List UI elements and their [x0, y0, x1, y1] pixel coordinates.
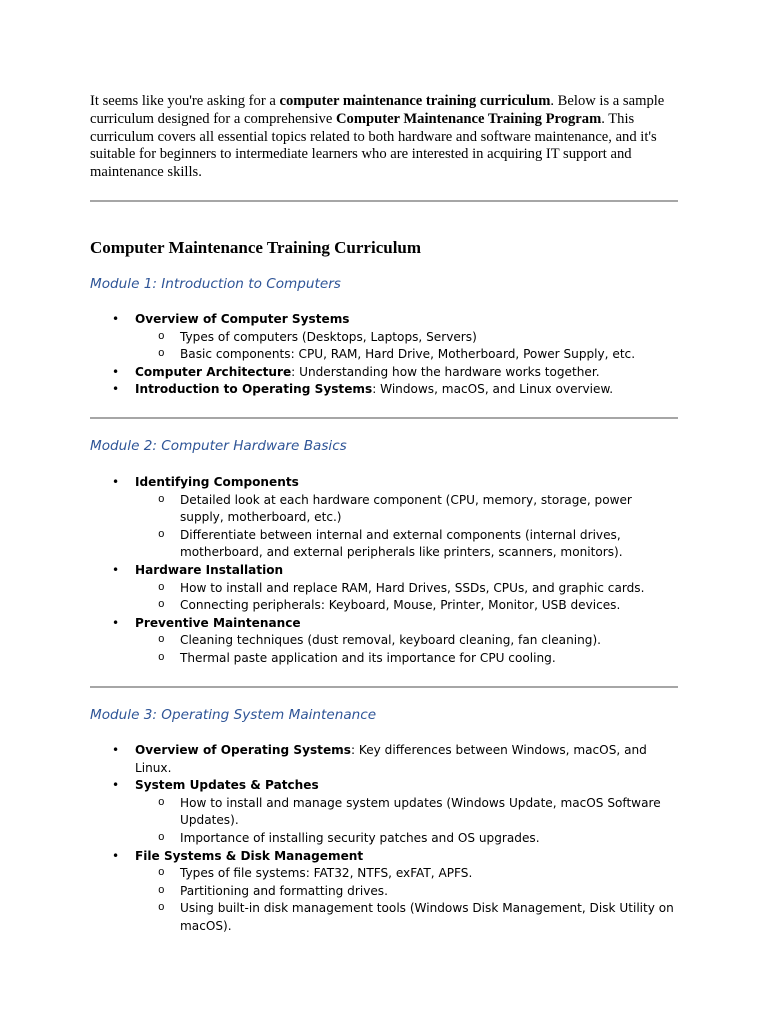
- intro-bold-1: computer maintenance training curriculum: [279, 93, 551, 109]
- intro-bold-2: Computer Maintenance Training Program: [335, 110, 602, 127]
- sub-list-item: o Detailed look at each hardware component (CPU, memory, storage, power supply, motherboard, etc.): [135, 492, 678, 527]
- sub-list-item: o How to install and manage system updates (Windows Update, macOS Software Updates).: [135, 795, 678, 830]
- list-item: [90, 381, 678, 399]
- item-label: Overview of Operating Systems: [135, 743, 351, 757]
- item-label: Overview of Computer Systems: [135, 312, 350, 326]
- item-text: : Key differences between Windows, macOS, and Linux.: [135, 743, 647, 775]
- page-title: Computer Maintenance Training Curriculum: [90, 238, 422, 257]
- sub-list: [135, 632, 678, 667]
- module-2-title: Module 2: Computer Hardware Basics: [90, 438, 347, 454]
- intro-text-3: . This curriculum covers all essential topics related to both hardware and software maintenance, and it's suitable for beginners to intermediate learners who are interested in acquiring IT support and maintenance skills.: [90, 110, 657, 181]
- item-label: File Systems & Disk Management: [135, 848, 364, 863]
- sub-list-item: o Basic components: CPU, RAM, Hard Drive, Motherboard, Power Supply, etc.: [135, 346, 678, 364]
- item-label: System Updates & Patches: [135, 778, 319, 793]
- item-label: Hardware Installation: [135, 562, 284, 577]
- sub-list: [135, 580, 678, 615]
- list-item: [90, 364, 678, 382]
- sub-list-item: o Types of computers (Desktops, Laptops, Servers): [135, 329, 678, 347]
- item-label: Identifying Components: [135, 475, 299, 489]
- sub-list: [135, 329, 678, 364]
- sub-list-item: o Differentiate between internal and external components (internal drives, motherboard, and external peripherals like printers, scanners, monitors).: [135, 527, 678, 562]
- divider: [90, 200, 678, 202]
- divider: [90, 417, 678, 419]
- module-3-list: [90, 742, 678, 936]
- module-2-list: [90, 474, 678, 668]
- sub-list-item: o Partitioning and formatting drives.: [135, 883, 678, 901]
- sub-list: [135, 795, 678, 848]
- list-item: [90, 562, 678, 615]
- item-label: Computer Architecture: [135, 364, 292, 379]
- intro-paragraph: [90, 93, 678, 182]
- sub-list-item: o Cleaning techniques (dust removal, keyboard cleaning, fan cleaning).: [135, 632, 678, 650]
- intro-text-1: It seems like you're asking for a: [90, 93, 280, 109]
- list-item: [90, 848, 678, 936]
- sub-list-item: o Types of file systems: FAT32, NTFS, exFAT, APFS.: [135, 865, 678, 883]
- list-item: [90, 777, 678, 847]
- module-3-title: Module 3: Operating System Maintenance: [90, 707, 377, 723]
- divider: [90, 686, 678, 688]
- list-item: [90, 474, 678, 562]
- module-1-list: [90, 311, 678, 399]
- sub-list-item: o How to install and replace RAM, Hard Drives, SSDs, CPUs, and graphic cards.: [135, 580, 678, 598]
- sub-list-item: o Importance of installing security patches and OS upgrades.: [135, 830, 678, 848]
- list-item: [90, 615, 678, 668]
- sub-list-item: o Thermal paste application and its importance for CPU cooling.: [135, 650, 678, 668]
- module-1-title: Module 1: Introduction to Computers: [90, 276, 341, 292]
- list-item: [90, 742, 678, 777]
- item-text: : Windows, macOS, and Linux overview.: [372, 382, 614, 397]
- item-label: Introduction to Operating Systems: [135, 382, 373, 397]
- sub-list: [135, 865, 678, 935]
- item-text: : Understanding how the hardware works together.: [291, 364, 600, 379]
- sub-list: [135, 492, 678, 562]
- intro-text-2: . Below is a sample curriculum designed for a comprehensive: [90, 93, 665, 127]
- sub-list-item: o Using built-in disk management tools (Windows Disk Management, Disk Utility on macOS).: [135, 900, 678, 935]
- list-item: [90, 311, 678, 364]
- sub-list-item: o Connecting peripherals: Keyboard, Mouse, Printer, Monitor, USB devices.: [135, 597, 678, 615]
- item-label: Preventive Maintenance: [135, 615, 301, 630]
